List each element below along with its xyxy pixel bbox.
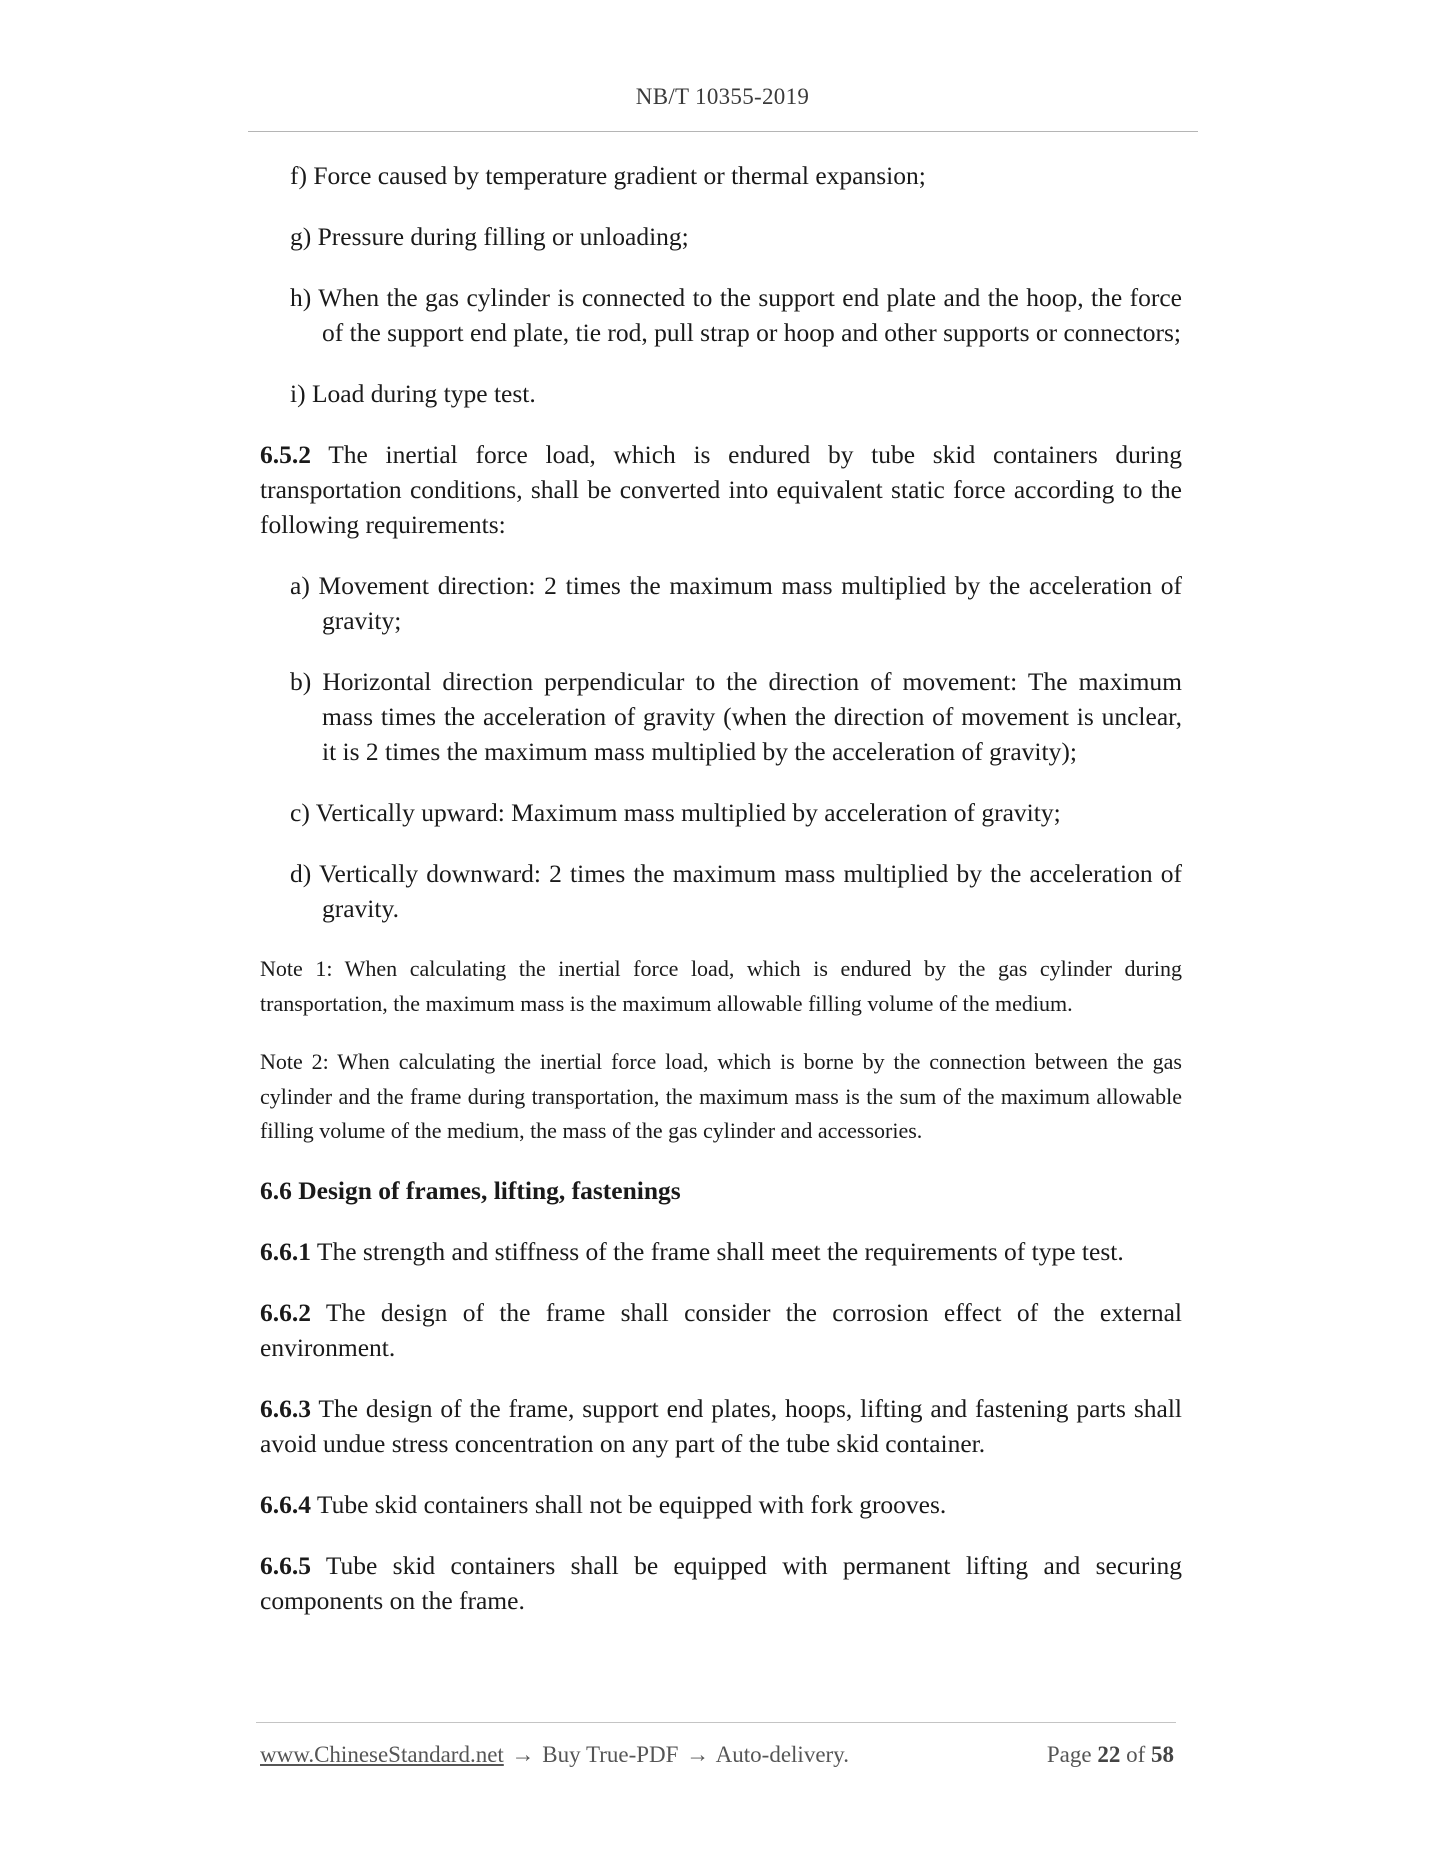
list-item-h: h) When the gas cylinder is connected to the support end plate and the hoop, the force of the support end plate, tie rod, pull strap or hoop and other supports or connectors; — [290, 283, 1182, 347]
arrow-right-icon: → — [511, 1742, 535, 1767]
clause-text: The strength and stiffness of the frame shall meet the requirements of type test. — [311, 1236, 1124, 1266]
clause-text: The design of the frame shall consider the corrosion effect of the external environment. — [260, 1297, 1182, 1362]
clause-text: The inertial force load, which is endured by tube skid containers during transportation conditions, shall be converted into equivalent static force according to the following requirements: — [260, 440, 1182, 539]
list-item-a: a) Movement direction: 2 times the maximum mass multiplied by the acceleration of gravity; — [290, 571, 1182, 635]
section-heading-6-6: 6.6 Design of frames, lifting, fastenings — [260, 1175, 681, 1205]
note-1: Note 1: When calculating the inertial force load, which is endured by the gas cylinder during transportation, the maximum mass is the maximum allowable filling volume of the medium. — [260, 956, 1182, 1016]
clause-6-6-2 — [260, 1295, 1182, 1365]
clause-number: 6.6.1 — [260, 1236, 311, 1266]
page-body — [260, 158, 1182, 1644]
clause-6-6-1 — [260, 1234, 1182, 1269]
list-item-d: d) Vertically downward: 2 times the maximum mass multiplied by the acceleration of gravity. — [290, 859, 1182, 923]
clause-6-5-2 — [260, 437, 1182, 542]
clause-number: 6.6.2 — [260, 1297, 311, 1327]
clause-6-6-4 — [260, 1487, 1182, 1522]
header-divider — [248, 131, 1198, 132]
list-item-b: b) Horizontal direction perpendicular to the direction of movement: The maximum mass times the acceleration of gravity (when the direction of movement is unclear, it is 2 times the maximum mass multiplied by the acceleration of gravity); — [290, 667, 1182, 766]
clause-text: Tube skid containers shall not be equipped with fork grooves. — [311, 1489, 947, 1519]
page-header: NB/T 10355-2019 — [635, 84, 810, 109]
page-label: Page — [1046, 1742, 1092, 1767]
clause-number: 6.6.5 — [260, 1550, 311, 1580]
clause-6-6-3 — [260, 1391, 1182, 1461]
list-item-i: i) Load during type test. — [290, 379, 536, 408]
footer-divider — [256, 1722, 1176, 1723]
clause-text: The design of the frame, support end plates, hoops, lifting and fastening parts shall avoid undue stress concentration on any part of the tube skid container. — [260, 1393, 1182, 1458]
arrow-right-icon: → — [686, 1742, 710, 1767]
clause-text: Tube skid containers shall be equipped with permanent lifting and securing components on the frame. — [260, 1550, 1182, 1615]
clause-number: 6.6.4 — [260, 1489, 311, 1519]
list-item-f: f) Force caused by temperature gradient or thermal expansion; — [290, 161, 926, 190]
list-item-c: c) Vertically upward: Maximum mass multiplied by acceleration of gravity; — [290, 798, 1061, 827]
page-total: 58 — [1151, 1742, 1174, 1767]
auto-delivery-text: Auto-delivery. — [711, 1742, 849, 1767]
clause-number: 6.5.2 — [260, 440, 311, 469]
list-item-g: g) Pressure during filling or unloading; — [290, 222, 689, 251]
page-current: 22 — [1097, 1742, 1121, 1767]
note-2: Note 2: When calculating the inertial force load, which is borne by the connection between the gas cylinder and the frame during transportation, the maximum mass is the sum of the maximum allowable filling volume of the medium, the mass of the gas cylinder and accessories. — [260, 1049, 1182, 1143]
clause-6-6-5 — [260, 1548, 1182, 1618]
footer-promo — [260, 1742, 849, 1768]
page-number — [1047, 1742, 1174, 1768]
clause-number: 6.6.3 — [260, 1393, 311, 1423]
page-of: of — [1126, 1742, 1146, 1767]
buy-true-pdf-text: Buy True-PDF — [536, 1742, 685, 1767]
website-link[interactable]: www.ChineseStandard.net — [260, 1742, 504, 1767]
